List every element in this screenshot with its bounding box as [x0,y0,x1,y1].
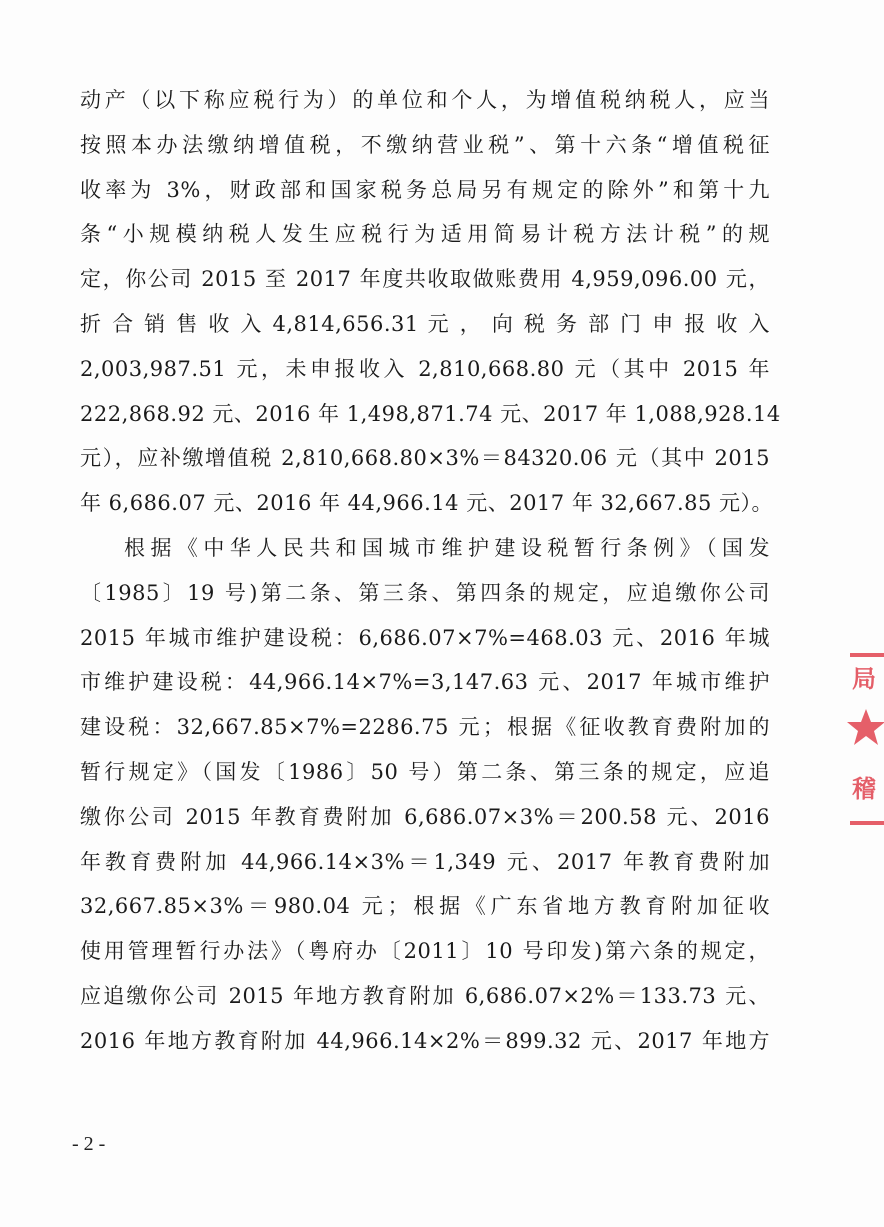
page-number: - 2 - [72,1133,106,1155]
body-text [80,78,781,1064]
paragraph-start-line: 根据《中华人民共和国城市维护建设税暂行条例》（国发 [124,535,770,560]
text-line: 动产（以下称应税行为）的单位和个人，为增值税纳税人，应当 [80,88,770,112]
text-line: 2016 年地方教育附加 44,966.14×2%＝899.32 元、2017 年地方 [80,1028,770,1053]
seal-char-bottom: 稽 [852,774,876,803]
text-line: 年 6,686.07 元、2016 年 44,966.14 元、2017 年 32,667.85 元）。 [80,491,774,516]
text-line: 收率为 3%，财政部和国家税务总局另有规定的除外”和第十九 [80,177,770,202]
text-line: 建设税：32,667.85×7%=2286.75 元；根据《征收教育费附加的 [80,715,770,740]
text-line: 定，你公司 2015 至 2017 年度共收取做账费用 4,959,096.00 元， [80,267,770,292]
official-seal-stamp [842,645,884,835]
text-line: 2015 年城市维护建设税：6,686.07×7%=468.03 元、2016 年城 [80,625,770,650]
text-line: 〔1985〕19 号)第二条、第三条、第四条的规定，应追缴你公司 [80,580,770,605]
text-line: 条“小规模纳税人发生应税行为适用简易计税方法计税”的规 [80,222,770,247]
text-line: 年教育费附加 44,966.14×3%＝1,349 元、2017 年教育费附加 [80,849,770,874]
text-line: 222,868.92 元、2016 年 1,498,871.74 元、2017 年 1,088,928.14 [80,401,781,426]
text-line: 32,667.85×3%＝980.04 元；根据《广东省地方教育附加征收 [80,894,770,919]
seal-star-icon [846,707,884,747]
text-line: 使用管理暂行办法》（粤府办〔2011〕10 号印发)第六条的规定， [80,939,770,964]
text-line: 元），应补缴增值税 2,810,668.80×3%＝84320.06 元（其中 2015 [80,446,770,471]
text-line: 缴你公司 2015 年教育费附加 6,686.07×3%＝200.58 元、2016 [80,804,770,829]
text-line: 折 合 销 售 收 入 4,814,656.31 元 ， 向 税 务 部 门 申 报 收 入 [80,311,770,336]
seal-border-bottom [850,821,884,825]
text-line: 2,003,987.51 元，未申报收入 2,810,668.80 元（其中 2015 年 [80,356,770,381]
text-line: 暂行规定》（国发〔1986〕50 号）第二条、第三条的规定，应追 [80,759,770,784]
text-line: 市维护建设税：44,966.14×7%=3,147.63 元、2017 年城市维护 [80,670,770,695]
seal-char-top: 局 [852,664,876,693]
text-line: 按照本办法缴纳增值税，不缴纳营业税”、第十六条“增值税征 [80,132,770,157]
seal-border-top [850,653,884,657]
text-line: 应追缴你公司 2015 年地方教育附加 6,686.07×2%＝133.73 元、 [80,983,770,1008]
